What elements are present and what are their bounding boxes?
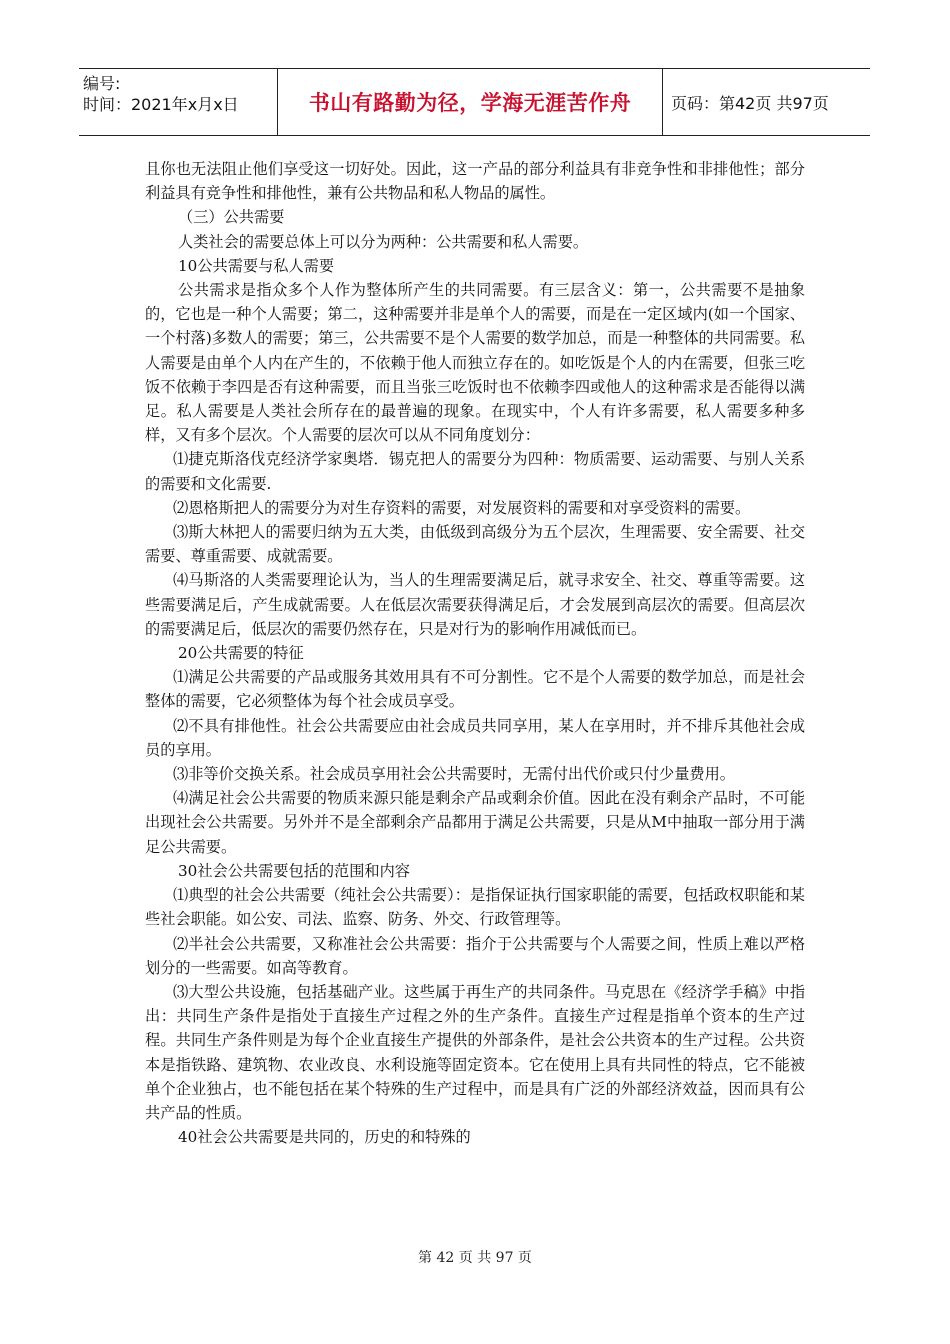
paragraph: 人类社会的需要总体上可以分为两种：公共需要和私人需要。: [178, 232, 589, 251]
footer-page-number: 第 42 页 共 97 页: [418, 1250, 532, 1266]
header-meta: [79, 69, 278, 135]
document-date-label: 时间：2021年x月x日: [83, 95, 239, 114]
list-item: ⑴捷克斯洛伐克经济学家奥塔．锡克把人的需要分为四种：物质需要、运动需要、与别人关系的需要和文化需要.: [145, 450, 805, 493]
document-body: [145, 157, 805, 1149]
header-motto: 书山有路勤为径，学海无涯苦作舟: [278, 69, 663, 135]
list-item: ⑶大型公共设施，包括基础产业。这些属于再生产的共同条件。马克思在《经济学手稿》中指出：共同生产条件是指处于直接生产过程之外的生产条件。直接生产过程是指单个资本的生产过程。共同生产条件则是为每个企业直接生产提供的外部条件，是社会公共资本的生产过程。公共资本是指铁路、建筑物、农业改良、水利设施等固定资本。它在使用上具有共同性的特点，它不能被单个企业独占，也不能包括在某个特殊的生产过程中，而是具有广泛的外部经济效益，因而具有公共产品的性质。: [145, 982, 805, 1122]
document-number-label: 编号:: [83, 74, 121, 93]
page-footer: [0, 1247, 950, 1267]
header-page-label: 页码：第42页 共97页: [671, 93, 829, 113]
paragraph: 且你也无法阻止他们享受这一切好处。因此，这一产品的部分利益具有非竞争性和非排他性；部分利益具有竞争性和排他性，兼有公共物品和私人物品的属性。: [145, 160, 805, 203]
subsection-heading: 30社会公共需要包括的范围和内容: [178, 861, 410, 880]
list-item: ⑵恩格斯把人的需要分为对生存资料的需要，对发展资料的需要和对享受资料的需要。: [173, 498, 751, 517]
subsection-heading: 10公共需要与私人需要: [178, 256, 335, 275]
list-item: ⑷满足社会公共需要的物质来源只能是剩余产品或剩余价值。因此在没有剩余产品时，不可能出现社会公共需要。另外并不是全部剩余产品都用于满足公共需要，只是从M中抽取一部分用于满足公共需要。: [145, 789, 805, 856]
list-item: ⑴满足公共需要的产品或服务其效用具有不可分割性。它不是个人需要的数学加总，而是社会整体的需要，它必须整体为每个社会成员享受。: [145, 668, 805, 711]
list-item: ⑴典型的社会公共需要（纯社会公共需要）：是指保证执行国家职能的需要，包括政权职能和某些社会职能。如公安、司法、监察、防务、外交、行政管理等。: [145, 886, 805, 929]
page-header: [79, 68, 870, 136]
list-item: ⑵不具有排他性。社会公共需要应由社会成员共同享用，某人在享用时，并不排斥其他社会成员的享用。: [145, 716, 805, 759]
list-item: ⑶斯大林把人的需要归纳为五大类，由低级到高级分为五个层次，生理需要、安全需要、社交需要、尊重需要、成就需要。: [145, 523, 805, 566]
list-item: ⑷马斯洛的人类需要理论认为，当人的生理需要满足后，就寻求安全、社交、尊重等需要。这些需要满足后，产生成就需要。人在低层次需要获得满足后，才会发展到高层次的需要。但高层次的需要满足后，低层次的需要仍然存在，只是对行为的影响作用减低而已。: [145, 571, 805, 638]
subsection-heading: 20公共需要的特征: [178, 644, 304, 663]
list-item: ⑵半社会公共需要，又称准社会公共需要：指介于公共需要与个人需要之间，性质上难以严格划分的一些需要。如高等教育。: [145, 934, 805, 977]
subsection-heading: 40社会公共需要是共同的，历史的和特殊的: [178, 1128, 471, 1147]
list-item: ⑶非等价交换关系。社会成员享用社会公共需要时，无需付出代价或只付少量费用。: [173, 765, 735, 784]
section-heading: （三）公共需要: [178, 208, 285, 227]
paragraph: 公共需求是指众多个人作为整体所产生的共同需要。有三层含义：第一，公共需要不是抽象的，它也是一种个人需要；第二，这种需要并非是单个人的需要，而是在一定区域内(如一个国家、一个村落)多数人的需要；第三，公共需要不是个人需要的数学加总，而是一种整体的共同需要。私人需要是由单个人内在产生的，不依赖于他人而独立存在的。如吃饭是个人的内在需要，但张三吃饭不依赖于李四是否有这种需要，而且当张三吃饭时也不依赖李四或他人的这种需求是否能得以满足。私人需要是人类社会所存在的最普遍的现象。在现实中，个人有许多需要，私人需要多种多样，又有多个层次。个人需要的层次可以从不同角度划分：: [145, 281, 805, 445]
